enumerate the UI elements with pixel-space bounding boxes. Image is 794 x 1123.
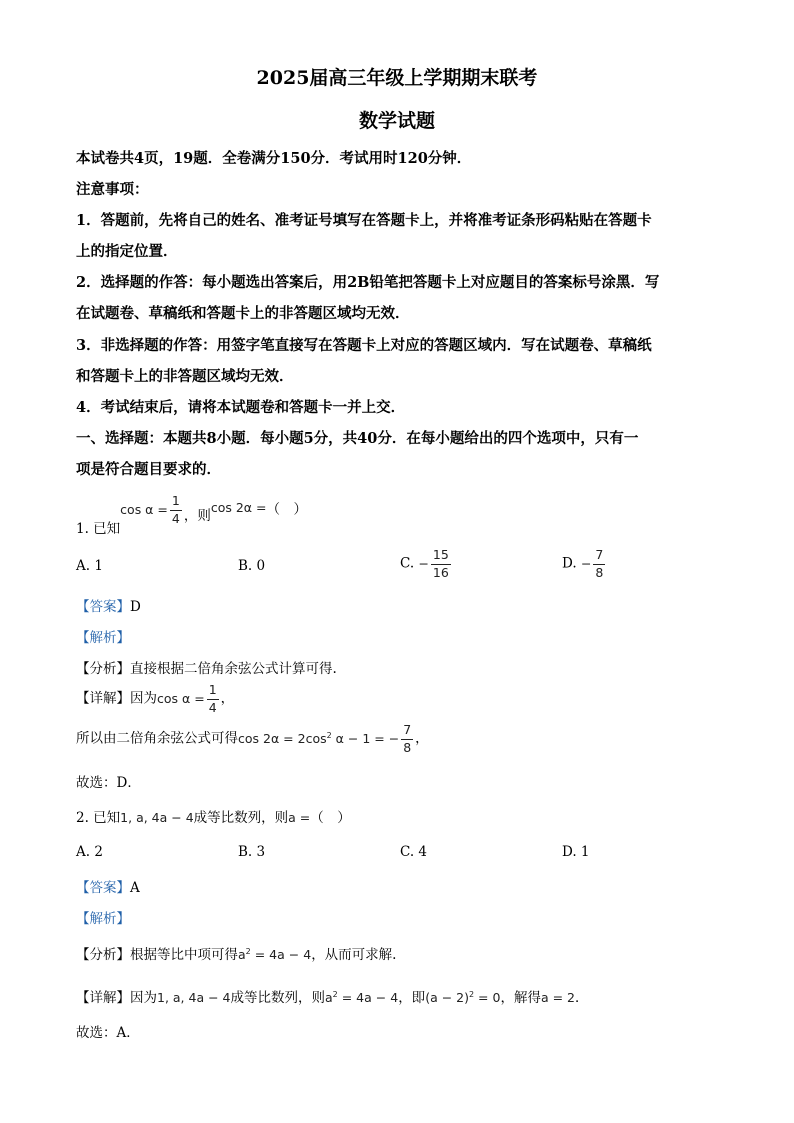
q1-option-a: A. 1 [76, 558, 103, 574]
q1-answer-tag: 【答案】 [76, 599, 130, 615]
notice-1b: 上的指定位置． [76, 243, 178, 260]
q1-fenxi-tag: 【分析】 [76, 661, 130, 677]
q2-option-b: B. 3 [238, 844, 266, 860]
q2-fenxi-pre: 根据等比中项可得 [130, 947, 238, 963]
q2-fenxi-sup: 2 [245, 946, 251, 956]
q1-answer [76, 595, 141, 615]
q2-detail-mid3: ，解得 [500, 990, 541, 1006]
section-heading-line1: 一、选择题：本题共8小题．每小题5分，共40分．在每小题给出的四个选项中，只有一 [76, 430, 639, 447]
q2-detail-eq-a: a [325, 990, 333, 1005]
q1-detail [76, 684, 234, 714]
q2-detail-eq2-b: = 0 [474, 990, 501, 1005]
q1-option-d-sign: − [580, 555, 592, 571]
q2-detail-eq2-a: (a − 2) [425, 990, 469, 1005]
q2-answer [76, 876, 140, 896]
q1-cond-fraction [170, 495, 182, 525]
q2-detail-eq-sup: 2 [332, 989, 338, 999]
q1-step-expr-b: α − 1 = − [331, 730, 400, 746]
q1-step [76, 724, 429, 754]
q2-prefix: 2. 已知 [76, 810, 121, 826]
q2-detail-tag: 【详解】 [76, 990, 130, 1006]
q1-prefix: 1. 已知 [76, 520, 121, 537]
q1-stem [76, 493, 307, 537]
notice-1a: 1．答题前，先将自己的姓名、准考证号填写在答题卡上，并将准考证条形码粘贴在答题卡 [76, 212, 652, 229]
q2-detail-pre: 因为 [130, 990, 157, 1006]
q1-option-c-den: 16 [432, 564, 449, 580]
q2-choose: 故选：A． [76, 1025, 140, 1041]
q2-option-d: D. 1 [562, 844, 590, 860]
q2-detail-eq2-sup: 2 [468, 989, 475, 999]
q1-detail-comma: ， [220, 690, 235, 707]
q1-step-expr-a: cos 2α = 2cos [238, 730, 327, 746]
q1-analysis-tag: 【解析】 [76, 630, 130, 646]
q1-cond-den: 4 [171, 510, 180, 526]
q2-detail-result: a = 2 [540, 990, 575, 1005]
q1-option-d-label: D. [562, 555, 577, 572]
q1-option-d-den: 8 [595, 564, 604, 580]
q1-step-den: 8 [403, 739, 412, 755]
q2-answer-value: A [130, 880, 140, 896]
q1-cond-lhs: cos α = [120, 501, 168, 517]
q1-option-c-label: C. [400, 555, 415, 572]
q2-seq: 1, a, 4a − 4 [120, 810, 194, 825]
q1-option-c-sign: − [418, 555, 429, 571]
q1-paren: （ ） [266, 501, 307, 518]
q1-answer-value: D [130, 599, 141, 615]
q2-mid: 成等比数列，则 [193, 810, 289, 826]
q1-option-b: B. 0 [238, 558, 266, 574]
notice-3b: 和答题卡上的非答题区域均无效． [76, 368, 294, 385]
q1-condition [120, 493, 184, 526]
q2-detail-seq: 1, a, 4a − 4 [157, 990, 231, 1005]
q2-paren: （ ） [310, 810, 351, 826]
notice-heading: 注意事项： [76, 181, 149, 198]
q2-fenxi-expr-a: a [238, 947, 246, 962]
q1-fenxi [76, 657, 337, 677]
q1-cond-num: 1 [170, 495, 182, 511]
q1-choose: 故选：D． [76, 775, 141, 791]
q2-stem [76, 806, 351, 826]
q2-fenxi-tag: 【分析】 [76, 947, 130, 963]
q2-detail-end: ． [575, 990, 589, 1006]
q2-detail [76, 986, 589, 1006]
q2-option-a: A. 2 [76, 844, 103, 860]
q1-detail-pre: 因为 [130, 690, 157, 707]
q1-option-d-fraction [593, 549, 605, 579]
q1-option-c-num: 15 [431, 549, 451, 565]
q1-detail-fraction [207, 684, 219, 714]
q1-option-d-num: 7 [593, 549, 605, 565]
q1-step-fraction [401, 724, 413, 754]
q1-detail-num: 1 [207, 684, 219, 700]
notice-2b: 在试题卷、草稿纸和答题卡上的非答题区域均无效． [76, 305, 410, 322]
q1-detail-tag: 【详解】 [76, 690, 130, 707]
q1-step-comma: ， [415, 730, 429, 747]
q2-fenxi [76, 943, 396, 963]
notice-3a: 3．非选择题的作答：用签字笔直接写在答题卡上对应的答题区域内．写在试题卷、草稿纸 [76, 337, 652, 354]
q2-detail-mid: 成等比数列，则 [230, 990, 325, 1006]
q2-option-c: C. 4 [400, 844, 428, 860]
q1-mid: ，则 [183, 507, 211, 524]
q2-detail-mid2: ，即 [398, 990, 426, 1006]
q1-fenxi-text: 直接根据二倍角余弦公式计算可得. [130, 661, 337, 677]
q2-detail-eq-b: = 4a − 4 [337, 990, 399, 1005]
q1-detail-den: 4 [208, 699, 217, 715]
q1-step-sup: 2 [326, 730, 332, 740]
q2-fenxi-expr-b: = 4a − 4 [250, 947, 312, 962]
exam-title: 2025届高三年级上学期期末联考 [256, 67, 538, 89]
exam-subtitle: 数学试题 [358, 110, 435, 132]
q1-option-c-fraction [431, 549, 451, 579]
q2-var: a = [288, 810, 311, 825]
notice-4: 4．考试结束后，请将本试题卷和答题卡一并上交． [76, 399, 406, 416]
intro-text: 本试卷共4页，19题．全卷满分150分．考试用时120分钟． [76, 150, 472, 167]
q1-detail-expr: cos α = [157, 690, 205, 706]
q1-step-num: 7 [401, 724, 413, 740]
q1-step-pre: 所以由二倍角余弦公式可得 [76, 730, 238, 747]
q2-analysis-tag: 【解析】 [76, 911, 130, 927]
notice-2a: 2．选择题的作答：每小题选出答案后，用2B铅笔把答题卡上对应题目的答案标号涂黑．写 [76, 274, 660, 291]
q2-fenxi-post: ，从而可求解. [311, 947, 397, 963]
q1-analysis [76, 626, 130, 646]
q1-option-c [400, 549, 453, 579]
q1-target: cos 2α = [210, 499, 267, 515]
q2-answer-tag: 【答案】 [76, 880, 130, 896]
q1-option-d [562, 549, 607, 579]
section-heading-line2: 项是符合题目要求的． [76, 461, 221, 478]
q2-analysis [76, 907, 130, 927]
